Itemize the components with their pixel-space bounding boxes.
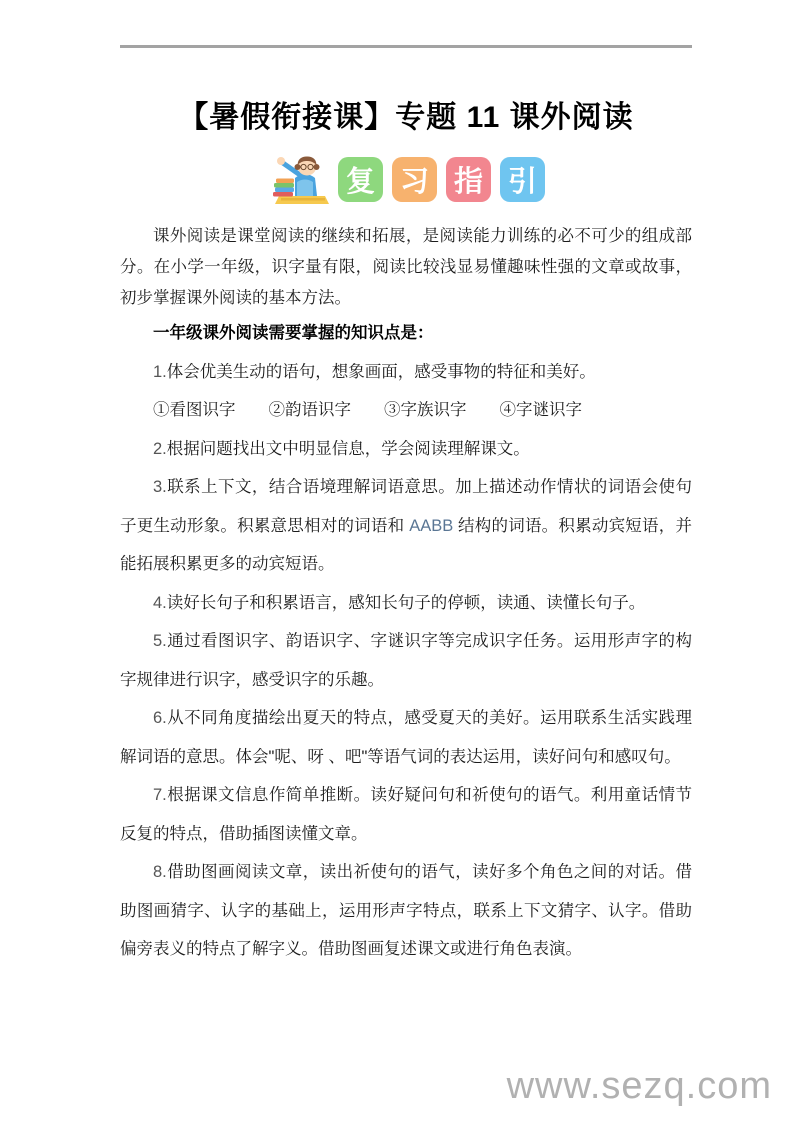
badge-label: 复	[345, 165, 375, 198]
item-text: 体会优美生动的语句，想象画面，感受事物的特征和美好。	[166, 362, 596, 381]
item-number: 4.	[153, 593, 167, 612]
knowledge-point-6	[120, 699, 692, 776]
literacy-methods-line	[120, 391, 692, 430]
item-number: 1.	[153, 362, 167, 381]
badge-label: 习	[399, 165, 429, 198]
item-text: 结构的词语。积累动宾短语，并能拓展积累更多的动宾短语。	[120, 516, 692, 573]
knowledge-point-8	[120, 853, 692, 969]
aabb-pattern-label: AABB	[409, 516, 454, 535]
item-text: ①看图识字 ②韵语识字 ③字族识字 ④字谜识字	[153, 401, 582, 419]
item-number: 5.	[153, 632, 167, 650]
badge-fu	[338, 157, 383, 202]
item-text: 联系上下文，结合语境理解词语意思。加上描述动作情状的词语会使句子更生动形象。积累意思相对的词语和	[120, 478, 692, 535]
item-text: 根据课文信息作简单推断。读好疑问句和祈使句的语气。利用童话情节反复的特点，借助插图读懂文章。	[120, 786, 692, 843]
item-text: 根据问题找出文中明显信息，学会阅读理解课文。	[166, 439, 530, 458]
item-number: 8.	[153, 863, 167, 881]
item-number: 7.	[153, 786, 167, 804]
item-text: 读好长句子和积累语言，感知长句子的停顿，读通、读懂长句子。	[166, 593, 646, 612]
page-title: 【暑假衔接课】专题 11 课外阅读	[178, 101, 634, 134]
badge-yin	[500, 157, 545, 202]
badge-xi	[392, 157, 437, 202]
item-number: 6.	[153, 709, 167, 727]
knowledge-point-1	[120, 353, 692, 392]
knowledge-points-heading: 一年级课外阅读需要掌握的知识点是：	[153, 324, 434, 342]
header-divider	[120, 45, 692, 48]
badge-zhi	[446, 157, 491, 202]
knowledge-point-5	[120, 622, 692, 699]
item-text: 从不同角度描绘出夏天的特点，感受夏天的美好。运用联系生活实践理解词语的意思。体会"呢、呀 、吧"等语气词的表达运用，读好问句和感叹句。	[120, 709, 692, 766]
item-text: 通过看图识字、韵语识字、字谜识字等完成识字任务。运用形声字的构字规律进行识字，感受识字的乐趣。	[120, 632, 692, 689]
knowledge-point-3	[120, 468, 692, 584]
intro-paragraph: 课外阅读是课堂阅读的继续和拓展，是阅读能力训练的必不可少的组成部分。在小学一年级，识字量有限，阅读比较浅显易懂趣味性强的文章或故事，初步掌握课外阅读的基本方法。	[120, 227, 692, 307]
item-number: 3.	[153, 478, 167, 496]
site-watermark: www.sezq.com	[506, 1065, 772, 1107]
review-guide-banner	[120, 152, 692, 206]
badge-label: 指	[453, 165, 483, 198]
knowledge-point-7	[120, 776, 692, 853]
knowledge-point-4	[120, 584, 692, 623]
badge-label: 引	[507, 165, 537, 198]
student-reading-icon	[267, 152, 329, 206]
item-number: 2.	[153, 439, 167, 458]
knowledge-point-2	[120, 430, 692, 469]
item-text: 借助图画阅读文章，读出祈使句的语气，读好多个角色之间的对话。借助图画猜字、认字的基础上，运用形声字特点，联系上下文猜字、认字。借助偏旁表义的特点了解字义。借助图画复述课文或进行角色表演。	[120, 863, 692, 958]
